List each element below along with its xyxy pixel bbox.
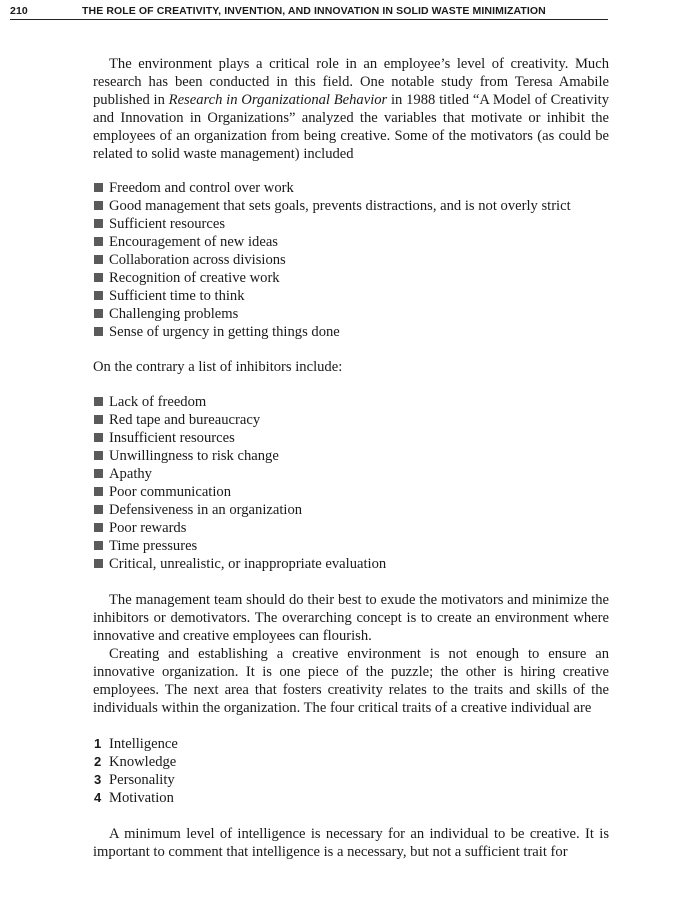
bullet-square-icon bbox=[94, 183, 103, 192]
bullet-square-icon bbox=[94, 433, 103, 442]
list-item: Sense of urgency in getting things done bbox=[93, 323, 609, 341]
bullet-square-icon bbox=[94, 541, 103, 550]
list-item: Encouragement of new ideas bbox=[93, 233, 609, 251]
bullet-square-icon bbox=[94, 451, 103, 460]
list-item: Challenging problems bbox=[93, 305, 609, 323]
list-item: Critical, unrealistic, or inappropriate evaluation bbox=[93, 555, 609, 573]
bullet-square-icon bbox=[94, 237, 103, 246]
list-item: Defensiveness in an organization bbox=[93, 501, 609, 519]
traits-list bbox=[93, 735, 609, 807]
bullet-square-icon bbox=[94, 415, 103, 424]
bullet-square-icon bbox=[94, 219, 103, 228]
bullet-square-icon bbox=[94, 309, 103, 318]
list-item: Recognition of creative work bbox=[93, 269, 609, 287]
list-item: 2 Knowledge bbox=[94, 754, 177, 770]
list-number: 1 bbox=[94, 736, 102, 751]
list-item: Lack of freedom bbox=[93, 393, 609, 411]
intro-text-2: in 1988 titled “A Model of Creativity and Innovation in Organizations” analyzed the variables that motivate or inhibit the employees of an organization from being creative. Some of the motivators (as could be related to solid waste management) included bbox=[93, 92, 610, 162]
list-item: Collaboration across divisions bbox=[93, 251, 609, 269]
list-item: Poor communication bbox=[93, 483, 609, 501]
list-item: Time pressures bbox=[93, 537, 609, 555]
list-number: 3 bbox=[94, 772, 102, 787]
intro-text-1: The environment plays a critical role in an employee’s level of creativity. Much research has been conducted in this field. One notable study from Teresa Amabile published in bbox=[93, 56, 609, 108]
list-item: 4 Motivation bbox=[94, 790, 174, 806]
bullet-square-icon bbox=[94, 327, 103, 336]
intelligence-paragraph: A minimum level of intelligence is necessary for an individual to be creative. It is important to comment that intelligence is a necessary, but not a sufficient trait for bbox=[93, 826, 609, 860]
list-number: 2 bbox=[94, 754, 102, 769]
list-item: Sufficient time to think bbox=[93, 287, 609, 305]
list-item: Poor rewards bbox=[93, 519, 609, 537]
list-item: Good management that sets goals, prevents distractions, and is not overly strict bbox=[93, 197, 609, 215]
bullet-square-icon bbox=[94, 291, 103, 300]
bullet-square-icon bbox=[94, 559, 103, 568]
bullet-square-icon bbox=[94, 469, 103, 478]
list-item: Red tape and bureaucracy bbox=[93, 411, 609, 429]
bullet-square-icon bbox=[94, 273, 103, 282]
bullet-square-icon bbox=[94, 487, 103, 496]
list-item: 1 Intelligence bbox=[94, 736, 178, 752]
list-item: Sufficient resources bbox=[93, 215, 609, 233]
running-title: THE ROLE OF CREATIVITY, INVENTION, AND INNOVATION IN SOLID WASTE MINIMIZATION bbox=[82, 5, 546, 17]
list-item: Freedom and control over work bbox=[93, 179, 609, 197]
body-text bbox=[93, 55, 609, 861]
intro-paragraph bbox=[93, 55, 609, 163]
inhibitors-list bbox=[93, 393, 609, 573]
bullet-square-icon bbox=[94, 397, 103, 406]
journal-title: Research in Organizational Behavior bbox=[168, 92, 388, 108]
creating-paragraph: Creating and establishing a creative environment is not enough to ensure an innovative organization. It is one piece of the puzzle; the other is hiring creative employees. The next area that fosters creativity relates to the traits and skills of the individuals within the organization. The four critical traits of a creative individual are bbox=[93, 646, 609, 716]
bullet-square-icon bbox=[94, 201, 103, 210]
bullet-square-icon bbox=[94, 505, 103, 514]
list-item: Apathy bbox=[93, 465, 609, 483]
motivators-list bbox=[93, 179, 609, 341]
bullet-square-icon bbox=[94, 523, 103, 532]
bullet-square-icon bbox=[94, 255, 103, 264]
list-item: Insufficient resources bbox=[93, 429, 609, 447]
management-paragraph: The management team should do their best to exude the motivators and minimize the inhibitors or demotivators. The overarching concept is to create an environment where innovative and creative employees can flourish. bbox=[93, 592, 609, 644]
list-item: Unwillingness to risk change bbox=[93, 447, 609, 465]
inhibitors-intro: On the contrary a list of inhibitors include: bbox=[93, 359, 343, 375]
running-head bbox=[10, 4, 608, 20]
page-number: 210 bbox=[10, 5, 28, 17]
list-number: 4 bbox=[94, 790, 102, 805]
list-item: 3 Personality bbox=[94, 772, 175, 788]
